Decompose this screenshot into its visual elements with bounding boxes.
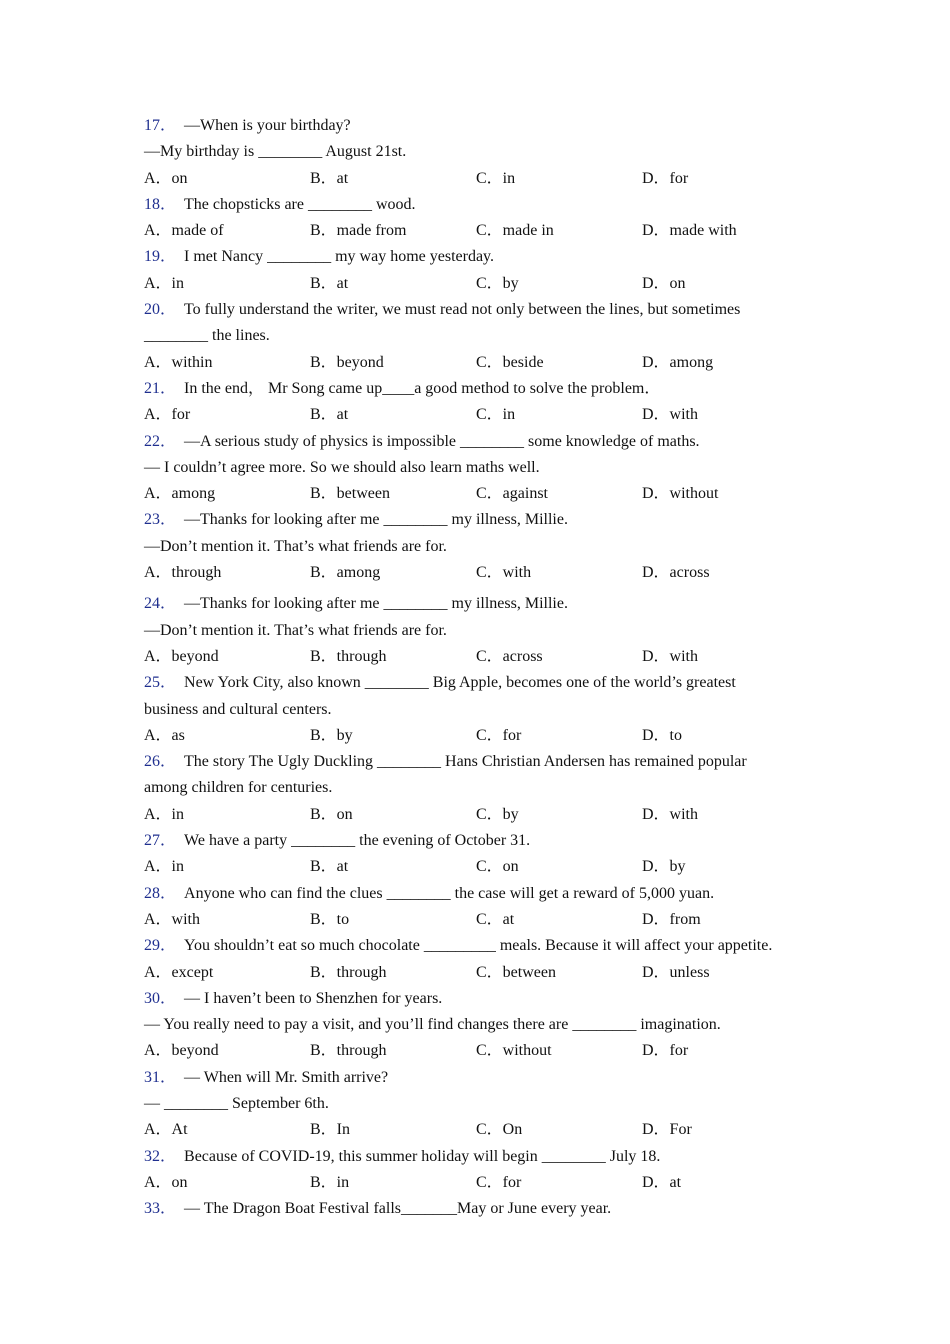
question-line — [144, 1012, 824, 1038]
question-31 — [144, 1065, 824, 1144]
question-23 — [144, 507, 824, 586]
answer-options — [144, 802, 824, 828]
question-text: You shouldn’t eat so much chocolate _________ meals. Because it will affect your appetite. — [184, 937, 773, 955]
question-line — [144, 775, 824, 801]
question-33 — [144, 1196, 824, 1222]
question-stem — [144, 429, 824, 455]
answer-option-c[interactable]: C．in — [476, 406, 516, 424]
question-stem — [144, 376, 824, 402]
question-line — [144, 534, 824, 560]
question-stem — [144, 244, 824, 270]
question-text: In the end， Mr Song came up____a good method to solve the problem． — [184, 379, 661, 397]
question-stem — [144, 1196, 824, 1222]
question-stem — [144, 670, 824, 696]
answer-option-d[interactable]: D．unless — [642, 963, 710, 981]
question-number: 23 — [144, 511, 160, 529]
answer-option-c[interactable]: C．beside — [476, 353, 544, 371]
question-stem — [144, 591, 824, 617]
question-number-suffix: ． — [160, 937, 177, 955]
answer-option-d[interactable]: D．on — [642, 274, 686, 292]
answer-options — [144, 350, 824, 376]
answer-options — [144, 1117, 824, 1143]
question-text: — The Dragon Boat Festival falls_______May or June every year. — [184, 1200, 612, 1218]
answer-option-b[interactable]: B．through — [310, 647, 387, 665]
question-number: 21 — [144, 379, 160, 397]
question-27 — [144, 828, 824, 881]
question-number-suffix: ． — [160, 117, 177, 134]
question-text: business and cultural centers. — [144, 700, 332, 718]
question-text: To fully understand the writer, we must read not only between the lines, but sometimes — [184, 301, 741, 319]
question-number-suffix: ． — [160, 595, 177, 613]
answer-option-d[interactable]: D．with — [642, 647, 699, 665]
question-stem — [144, 749, 824, 775]
answer-option-d[interactable]: D．with — [642, 406, 699, 424]
question-stem — [144, 113, 824, 139]
question-number-suffix: ． — [160, 674, 177, 692]
answer-option-a[interactable]: A．in — [144, 274, 185, 292]
answer-options — [144, 166, 824, 192]
question-stem — [144, 1065, 824, 1091]
question-text: — ________ September 6th. — [144, 1094, 329, 1112]
answer-option-d[interactable]: D．with — [642, 805, 699, 823]
answer-options — [144, 644, 824, 670]
question-number: 26 — [144, 753, 160, 771]
question-28 — [144, 881, 824, 934]
answer-option-a[interactable]: A．on — [144, 169, 188, 187]
answer-option-b[interactable]: B．at — [310, 274, 349, 292]
answer-option-d[interactable]: D．without — [642, 485, 719, 503]
answer-option-c[interactable]: C．with — [476, 564, 532, 582]
answer-options — [144, 271, 824, 297]
answer-option-c[interactable]: C．on — [476, 858, 519, 876]
question-number: 17 — [144, 117, 160, 134]
answer-option-b[interactable]: B．among — [310, 564, 381, 582]
answer-option-d[interactable]: D．at — [642, 1173, 682, 1191]
answer-option-a[interactable]: A．as — [144, 726, 185, 744]
question-stem — [144, 986, 824, 1012]
answer-option-d[interactable]: D．across — [642, 564, 710, 582]
answer-option-a[interactable]: A．At — [144, 1121, 188, 1139]
answer-option-b[interactable]: B．through — [310, 963, 387, 981]
question-line — [144, 618, 824, 644]
question-text: —Don’t mention it. That’s what friends are for. — [144, 537, 447, 555]
question-text: — I haven’t been to Shenzhen for years. — [184, 989, 443, 1007]
question-text: I met Nancy ________ my way home yesterday. — [184, 248, 495, 266]
answer-option-b[interactable]: B．at — [310, 169, 349, 187]
question-stem — [144, 933, 824, 959]
question-number: 30 — [144, 989, 160, 1007]
question-text: — I couldn’t agree more. So we should also learn maths well. — [144, 458, 540, 476]
question-text: —A serious study of physics is impossible ________ some knowledge of maths. — [184, 432, 700, 450]
answer-options — [144, 1038, 824, 1064]
question-text: —Thanks for looking after me ________ my illness, Millie. — [184, 595, 568, 613]
answer-option-b[interactable]: B．through — [310, 1042, 387, 1060]
question-number-suffix: ． — [160, 1147, 177, 1165]
answer-option-b[interactable]: B．on — [310, 805, 353, 823]
question-line — [144, 455, 824, 481]
worksheet-page — [144, 113, 824, 1222]
answer-option-c[interactable]: C．in — [476, 169, 516, 187]
question-stem — [144, 192, 824, 218]
question-stem — [144, 881, 824, 907]
question-text: —When is your birthday? — [184, 117, 351, 134]
answer-options — [144, 402, 824, 428]
answer-option-c[interactable]: C．made in — [476, 222, 554, 240]
question-stem — [144, 507, 824, 533]
answer-option-c[interactable]: C．without — [476, 1042, 552, 1060]
question-text: —Don’t mention it. That’s what friends are for. — [144, 621, 447, 639]
question-text: Because of COVID-19, this summer holiday will begin ________ July 18. — [184, 1147, 661, 1165]
answer-option-d[interactable]: D．by — [642, 858, 686, 876]
answer-option-d[interactable]: D．among — [642, 353, 714, 371]
question-number: 18 — [144, 195, 160, 213]
answer-option-a[interactable]: A．beyond — [144, 1042, 219, 1060]
question-22 — [144, 429, 824, 508]
question-number-suffix: ． — [160, 753, 177, 771]
question-number: 33 — [144, 1200, 160, 1218]
question-number: 25 — [144, 674, 160, 692]
answer-option-b[interactable]: B．at — [310, 858, 349, 876]
question-number: 29 — [144, 937, 160, 955]
question-number: 24 — [144, 595, 160, 613]
question-number-suffix: ． — [160, 1068, 177, 1086]
question-24 — [144, 591, 824, 670]
answer-options — [144, 907, 824, 933]
answer-option-b[interactable]: B．to — [310, 910, 350, 928]
question-text: We have a party ________ the evening of October 31. — [184, 832, 531, 850]
question-number-suffix: ． — [160, 248, 177, 266]
answer-option-c[interactable]: C．for — [476, 726, 522, 744]
answer-option-d[interactable]: D．for — [642, 169, 689, 187]
answer-option-a[interactable]: A．through — [144, 564, 222, 582]
answer-option-d[interactable]: D．from — [642, 910, 701, 928]
question-text: The chopsticks are ________ wood. — [184, 195, 416, 213]
question-line — [144, 697, 824, 723]
answer-option-c[interactable]: C．by — [476, 274, 519, 292]
answer-option-a[interactable]: A．on — [144, 1173, 188, 1191]
question-17 — [144, 113, 824, 192]
answer-option-c[interactable]: C．for — [476, 1173, 522, 1191]
question-number-suffix: ． — [160, 832, 177, 850]
question-text: ________ the lines. — [144, 327, 270, 345]
question-number: 28 — [144, 884, 160, 902]
question-number: 31 — [144, 1068, 160, 1086]
answer-option-c[interactable]: C．across — [476, 647, 543, 665]
answer-option-d[interactable]: D．made with — [642, 222, 737, 240]
question-32 — [144, 1144, 824, 1197]
answer-option-b[interactable]: B．in — [310, 1173, 350, 1191]
question-number-suffix: ． — [160, 884, 177, 902]
question-18 — [144, 192, 824, 245]
question-text: — When will Mr. Smith arrive? — [184, 1068, 389, 1086]
question-25 — [144, 670, 824, 749]
question-number-suffix: ． — [160, 195, 177, 213]
question-line — [144, 139, 824, 165]
question-text: —Thanks for looking after me ________ my illness, Millie. — [184, 511, 568, 529]
answer-option-b[interactable]: B．between — [310, 485, 390, 503]
question-text: New York City, also known ________ Big Apple, becomes one of the world’s greatest — [184, 674, 736, 692]
question-stem — [144, 828, 824, 854]
answer-options — [144, 218, 824, 244]
question-text: —My birthday is ________ August 21st. — [144, 143, 407, 161]
question-number: 19 — [144, 248, 160, 266]
answer-option-d[interactable]: D．For — [642, 1121, 692, 1139]
answer-option-a[interactable]: A．for — [144, 406, 191, 424]
answer-option-b[interactable]: B．made from — [310, 222, 407, 240]
answer-option-c[interactable]: C．against — [476, 485, 548, 503]
answer-option-c[interactable]: C．at — [476, 910, 515, 928]
question-number-suffix: ． — [160, 432, 177, 450]
question-number: 27 — [144, 832, 160, 850]
question-line — [144, 1091, 824, 1117]
question-26 — [144, 749, 824, 828]
answer-option-b[interactable]: B．at — [310, 406, 349, 424]
question-text: among children for centuries. — [144, 779, 333, 797]
question-text: Anyone who can find the clues ________ the case will get a reward of 5,000 yuan. — [184, 884, 715, 902]
answer-option-c[interactable]: C．between — [476, 963, 556, 981]
answer-options — [144, 723, 824, 749]
answer-option-c[interactable]: C．by — [476, 805, 519, 823]
question-30 — [144, 986, 824, 1065]
answer-options — [144, 1170, 824, 1196]
answer-option-d[interactable]: D．to — [642, 726, 683, 744]
question-20 — [144, 297, 824, 376]
question-number-suffix: ． — [160, 1200, 177, 1218]
answer-option-b[interactable]: B．by — [310, 726, 353, 744]
answer-option-d[interactable]: D．for — [642, 1042, 689, 1060]
question-number-suffix: ． — [160, 301, 177, 319]
question-29 — [144, 933, 824, 986]
question-21 — [144, 376, 824, 429]
answer-options — [144, 481, 824, 507]
answer-options — [144, 960, 824, 986]
answer-options — [144, 854, 824, 880]
question-number: 20 — [144, 301, 160, 319]
answer-option-a[interactable]: A．made of — [144, 222, 224, 240]
answer-option-a[interactable]: A．with — [144, 910, 201, 928]
answer-option-a[interactable]: A．within — [144, 353, 213, 371]
answer-option-a[interactable]: A．in — [144, 858, 185, 876]
answer-option-b[interactable]: B．beyond — [310, 353, 384, 371]
question-stem — [144, 1144, 824, 1170]
answer-option-a[interactable]: A．except — [144, 963, 214, 981]
question-number: 32 — [144, 1147, 160, 1165]
question-number-suffix: ． — [160, 989, 177, 1007]
question-number-suffix: ． — [160, 511, 177, 529]
answer-option-b[interactable]: B．In — [310, 1121, 351, 1139]
question-number-suffix: ． — [160, 379, 177, 397]
question-text: The story The Ugly Duckling ________ Hans Christian Andersen has remained popular — [184, 753, 747, 771]
answer-option-a[interactable]: A．among — [144, 485, 216, 503]
question-line — [144, 323, 824, 349]
answer-option-c[interactable]: C．On — [476, 1121, 523, 1139]
answer-option-a[interactable]: A．in — [144, 805, 185, 823]
question-stem — [144, 297, 824, 323]
answer-options — [144, 560, 824, 586]
question-text: — You really need to pay a visit, and you’ll find changes there are ________ imagination. — [144, 1016, 721, 1034]
answer-option-a[interactable]: A．beyond — [144, 647, 219, 665]
question-number: 22 — [144, 432, 160, 450]
question-19 — [144, 244, 824, 297]
